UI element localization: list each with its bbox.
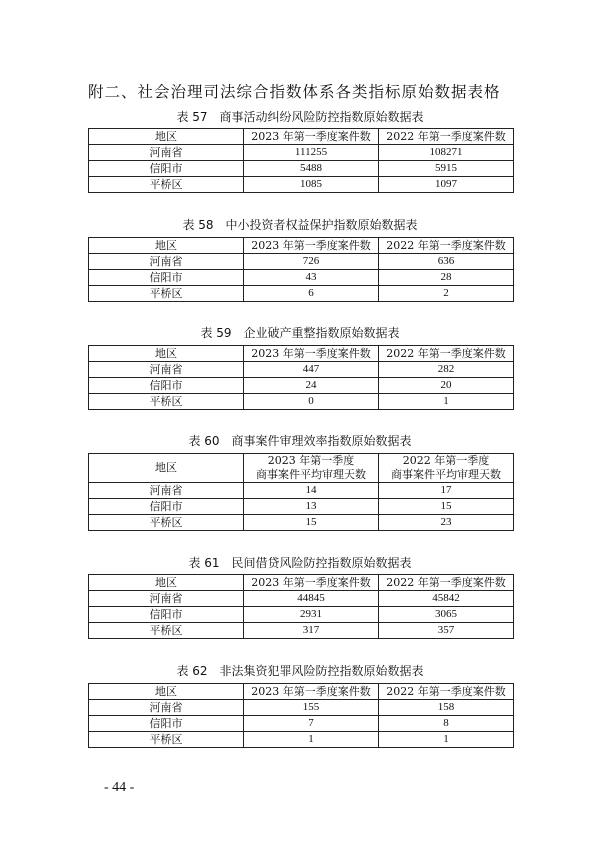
value-2023-cell: 13 bbox=[244, 499, 379, 515]
region-cell: 平桥区 bbox=[89, 286, 244, 302]
region-cell: 信阳市 bbox=[89, 716, 244, 732]
col-header-2023: 2023 年第一季度案件数 bbox=[244, 575, 379, 591]
value-2023-cell: 0 bbox=[244, 394, 379, 410]
table-header-row bbox=[89, 684, 514, 700]
table-header-row bbox=[89, 454, 514, 483]
table-header-row bbox=[89, 575, 514, 591]
value-2022-cell: 108271 bbox=[379, 145, 514, 161]
table-row bbox=[89, 716, 514, 732]
col-header-2022-line2: 商事案件平均审理天数 bbox=[391, 468, 501, 481]
col-header-2023: 2023 年第一季度案件数 bbox=[244, 684, 379, 700]
col-header-2023-line1: 2023 年第一季度 bbox=[267, 454, 355, 467]
table-58-caption: 表 58 中小投资者权益保护指数原始数据表 bbox=[182, 218, 418, 232]
value-2023-cell: 24 bbox=[244, 378, 379, 394]
value-2023-cell: 6 bbox=[244, 286, 379, 302]
col-header-2022: 2022 年第一季度案件数 bbox=[379, 346, 514, 362]
region-cell: 信阳市 bbox=[89, 607, 244, 623]
value-2023-cell: 2931 bbox=[244, 607, 379, 623]
value-2022-cell: 28 bbox=[379, 270, 514, 286]
col-header-region: 地区 bbox=[89, 684, 244, 700]
col-header-2023-line2: 商事案件平均审理天数 bbox=[256, 468, 366, 481]
col-header-2022-line1: 2022 年第一季度 bbox=[402, 454, 490, 467]
table-row bbox=[89, 394, 514, 410]
region-cell: 平桥区 bbox=[89, 515, 244, 531]
region-cell: 信阳市 bbox=[89, 270, 244, 286]
page-number: - 44 - bbox=[104, 780, 135, 795]
region-cell: 河南省 bbox=[89, 254, 244, 270]
value-2023-cell: 317 bbox=[244, 623, 379, 639]
value-2022-cell: 636 bbox=[379, 254, 514, 270]
value-2022-cell: 1 bbox=[379, 732, 514, 748]
table-header-row bbox=[89, 346, 514, 362]
region-cell: 平桥区 bbox=[89, 394, 244, 410]
table-row bbox=[89, 700, 514, 716]
value-2022-cell: 8 bbox=[379, 716, 514, 732]
value-2022-cell: 17 bbox=[379, 483, 514, 499]
value-2023-cell: 14 bbox=[244, 483, 379, 499]
table-60 bbox=[88, 453, 514, 531]
value-2023-cell: 1085 bbox=[244, 177, 379, 193]
table-row bbox=[89, 378, 514, 394]
table-row bbox=[89, 362, 514, 378]
table-row bbox=[89, 145, 514, 161]
value-2022-cell: 45842 bbox=[379, 591, 514, 607]
table-row bbox=[89, 254, 514, 270]
table-row bbox=[89, 177, 514, 193]
table-61 bbox=[88, 574, 514, 639]
table-row bbox=[89, 515, 514, 531]
value-2023-cell: 5488 bbox=[244, 161, 379, 177]
value-2023-cell: 726 bbox=[244, 254, 379, 270]
value-2022-cell: 1 bbox=[379, 394, 514, 410]
region-cell: 信阳市 bbox=[89, 161, 244, 177]
value-2023-cell: 1 bbox=[244, 732, 379, 748]
value-2022-cell: 5915 bbox=[379, 161, 514, 177]
region-cell: 河南省 bbox=[89, 700, 244, 716]
region-cell: 平桥区 bbox=[89, 732, 244, 748]
table-59-caption: 表 59 企业破产重整指数原始数据表 bbox=[200, 326, 400, 340]
value-2022-cell: 23 bbox=[379, 515, 514, 531]
region-cell: 信阳市 bbox=[89, 499, 244, 515]
table-row bbox=[89, 483, 514, 499]
value-2022-cell: 1097 bbox=[379, 177, 514, 193]
value-2023-cell: 447 bbox=[244, 362, 379, 378]
region-cell: 河南省 bbox=[89, 483, 244, 499]
value-2023-cell: 7 bbox=[244, 716, 379, 732]
col-header-2023 bbox=[244, 454, 379, 483]
value-2022-cell: 282 bbox=[379, 362, 514, 378]
value-2022-cell: 158 bbox=[379, 700, 514, 716]
value-2023-cell: 44845 bbox=[244, 591, 379, 607]
col-header-2022: 2022 年第一季度案件数 bbox=[379, 684, 514, 700]
table-57 bbox=[88, 128, 514, 193]
col-header-region: 地区 bbox=[89, 238, 244, 254]
table-row bbox=[89, 591, 514, 607]
col-header-region: 地区 bbox=[89, 129, 244, 145]
col-header-2022: 2022 年第一季度案件数 bbox=[379, 238, 514, 254]
table-row bbox=[89, 270, 514, 286]
value-2022-cell: 357 bbox=[379, 623, 514, 639]
table-row bbox=[89, 161, 514, 177]
col-header-2022: 2022 年第一季度案件数 bbox=[379, 575, 514, 591]
table-60-caption: 表 60 商事案件审理效率指数原始数据表 bbox=[188, 434, 412, 448]
table-58 bbox=[88, 237, 514, 302]
page-heading: 附二、社会治理司法综合指数体系各类指标原始数据表格 bbox=[88, 83, 501, 101]
value-2022-cell: 15 bbox=[379, 499, 514, 515]
region-cell: 平桥区 bbox=[89, 177, 244, 193]
table-row bbox=[89, 732, 514, 748]
table-62-caption: 表 62 非法集资犯罪风险防控指数原始数据表 bbox=[176, 664, 424, 678]
table-header-row bbox=[89, 238, 514, 254]
col-header-region: 地区 bbox=[89, 454, 244, 483]
col-header-2022: 2022 年第一季度案件数 bbox=[379, 129, 514, 145]
region-cell: 平桥区 bbox=[89, 623, 244, 639]
col-header-region: 地区 bbox=[89, 346, 244, 362]
table-row bbox=[89, 623, 514, 639]
value-2022-cell: 20 bbox=[379, 378, 514, 394]
col-header-2023: 2023 年第一季度案件数 bbox=[244, 346, 379, 362]
table-62 bbox=[88, 683, 514, 748]
col-header-region: 地区 bbox=[89, 575, 244, 591]
col-header-2023: 2023 年第一季度案件数 bbox=[244, 238, 379, 254]
table-row bbox=[89, 499, 514, 515]
col-header-2022 bbox=[379, 454, 514, 483]
col-header-2023: 2023 年第一季度案件数 bbox=[244, 129, 379, 145]
value-2023-cell: 15 bbox=[244, 515, 379, 531]
region-cell: 河南省 bbox=[89, 362, 244, 378]
region-cell: 河南省 bbox=[89, 591, 244, 607]
value-2022-cell: 3065 bbox=[379, 607, 514, 623]
value-2023-cell: 155 bbox=[244, 700, 379, 716]
table-57-caption: 表 57 商事活动纠纷风险防控指数原始数据表 bbox=[176, 110, 424, 124]
value-2022-cell: 2 bbox=[379, 286, 514, 302]
table-header-row bbox=[89, 129, 514, 145]
table-row bbox=[89, 286, 514, 302]
value-2023-cell: 111255 bbox=[244, 145, 379, 161]
region-cell: 信阳市 bbox=[89, 378, 244, 394]
table-row bbox=[89, 607, 514, 623]
table-59 bbox=[88, 345, 514, 410]
table-61-caption: 表 61 民间借贷风险防控指数原始数据表 bbox=[188, 556, 412, 570]
region-cell: 河南省 bbox=[89, 145, 244, 161]
value-2023-cell: 43 bbox=[244, 270, 379, 286]
